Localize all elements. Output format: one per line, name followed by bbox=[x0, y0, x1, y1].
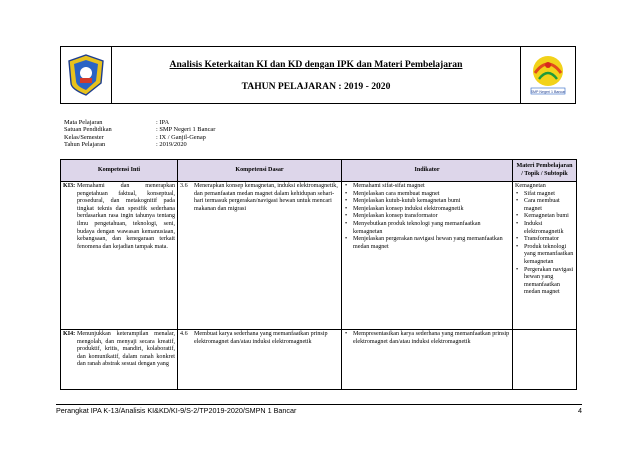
kd-cell bbox=[178, 182, 342, 330]
kd-cell bbox=[178, 330, 342, 390]
list-item: • Kemagnetan bumi bbox=[515, 213, 574, 221]
meta-value: : IX / Ganjil-Genap bbox=[156, 133, 206, 141]
list-item: • Memahami sifat-sifat magnet bbox=[344, 183, 510, 191]
program-logo-cell bbox=[520, 47, 575, 103]
indikator-cell bbox=[342, 182, 513, 330]
kd-number: 4.6 bbox=[180, 331, 188, 337]
school-logo-cell bbox=[61, 47, 112, 103]
indikator-cell bbox=[342, 330, 513, 390]
materi-title: Kemagnetan bbox=[515, 183, 546, 189]
academic-year: TAHUN PELAJARAN : 2019 - 2020 bbox=[241, 80, 391, 92]
list-item: • Mempresentasikan karya sederhana yang memanfaatkan prinsip elektromagnet dan/atau induksi elektromagnetik bbox=[344, 331, 510, 346]
list-item: • Transformator bbox=[515, 236, 574, 244]
header-indikator: Indikator bbox=[342, 160, 513, 182]
meta-value: : SMP Negeri 1 Bancar bbox=[156, 126, 216, 134]
list-item: • Menjelaskan cara membuat magnet bbox=[344, 191, 510, 199]
ki-cell bbox=[61, 182, 178, 330]
program-logo-icon bbox=[525, 53, 571, 97]
meta-label: Kelas/Semester bbox=[64, 133, 104, 141]
list-item: • Sifat magnet bbox=[515, 191, 574, 199]
page-footer bbox=[56, 406, 582, 415]
footer-divider bbox=[56, 404, 582, 405]
ki-cell bbox=[61, 330, 178, 390]
list-item: • Menyebutkan produk teknologi yang memanfaatkan kemagnetan bbox=[344, 221, 510, 236]
materi-cell bbox=[513, 330, 577, 390]
ki-text: Menunjukkan keterampilan menalar, mengolah, dan menyaji secara kreatif, produktif, kritis, mandiri, kolaboratif, dan komunikatif, dalam ranah konkret dan ranah abstrak sesuai dengan yang bbox=[77, 331, 175, 368]
meta-label: Satuan Pendidikan bbox=[64, 126, 112, 134]
list-item: • Produk teknologi yang memanfaatkan kemagnetan bbox=[515, 244, 574, 267]
ki-text: Memahami dan menerapkan pengetahuan faktual, konseptual, prosedural, dan metakognitif pada tingkat teknis dan spesifik sederhana berdasarkan rasa ingin tahunya tentang ilmu pengetahuan, teknologi, seni, budaya dengan wawasan kemanusiaan, kebangsaan, dan kenegaraan terkait fenomena dan kejadian tampak mata. bbox=[77, 183, 175, 250]
page-number: 4 bbox=[578, 406, 582, 415]
analysis-table bbox=[60, 159, 577, 390]
document-header bbox=[60, 46, 576, 104]
list-item: • Menjelaskan konsep induksi elektromagnetik bbox=[344, 206, 510, 214]
footer-text: Perangkat IPA K-13/Analisis KI&KD/KI-9/S-2/TP2019-2020/SMPN 1 Bancar bbox=[56, 406, 297, 415]
kd-number: 3.6 bbox=[180, 183, 188, 189]
meta-label: Mata Pelajaran bbox=[64, 119, 103, 126]
meta-label: Tahun Pelajaran bbox=[64, 141, 106, 149]
meta-value: : 2019/2020 bbox=[156, 141, 187, 149]
table-row bbox=[61, 330, 577, 390]
list-item: • Menjelaskan pergerakan navigasi hewan yang memanfaatkan medan magnet bbox=[344, 236, 510, 251]
list-item: • Induksi elektromagnetik bbox=[515, 221, 574, 236]
list-item: • Menjelaskan kutub-kutub kemagnetan bumi bbox=[344, 198, 510, 206]
kd-text: Menerapkan konsep kemagnetan, induksi elektromagnetik, dan pemanfaatan medan magnet dalam kehidupan sehari-hari termasuk pergerakan/navigasi hewan untuk mencari makanan dan migrasi bbox=[194, 183, 338, 212]
program-logo-caption: SMP Negeri 1 Bancar bbox=[530, 89, 566, 94]
document-meta bbox=[64, 119, 215, 149]
ki-code: KI4: bbox=[63, 331, 76, 337]
header-materi: Materi Pembelajaran / Topik / Subtopik bbox=[513, 160, 577, 182]
ki-code: KI3: bbox=[63, 183, 76, 189]
table-row bbox=[61, 182, 577, 330]
list-item: • Pergerakan navigasi hewan yang memanfaatkan medan magnet bbox=[515, 267, 574, 297]
document-title: Analisis Keterkaitan KI dan KD dengan IPK dan Materi Pembelajaran bbox=[169, 58, 463, 70]
meta-value: : IPA bbox=[156, 119, 170, 126]
list-item: • Cara membuat magnet bbox=[515, 198, 574, 213]
kd-text: Membuat karya sederhana yang memanfaatkan prinsip elektromagnet dan/atau induksi elektromagnetik bbox=[194, 331, 328, 345]
header-kompetensi-inti: Kompetensi Inti bbox=[61, 160, 178, 182]
school-logo-icon bbox=[65, 53, 107, 97]
list-item: • Menjelaskan konsep transformator bbox=[344, 213, 510, 221]
header-kompetensi-dasar: Kompetensi Dasar bbox=[178, 160, 342, 182]
materi-cell bbox=[513, 182, 577, 330]
